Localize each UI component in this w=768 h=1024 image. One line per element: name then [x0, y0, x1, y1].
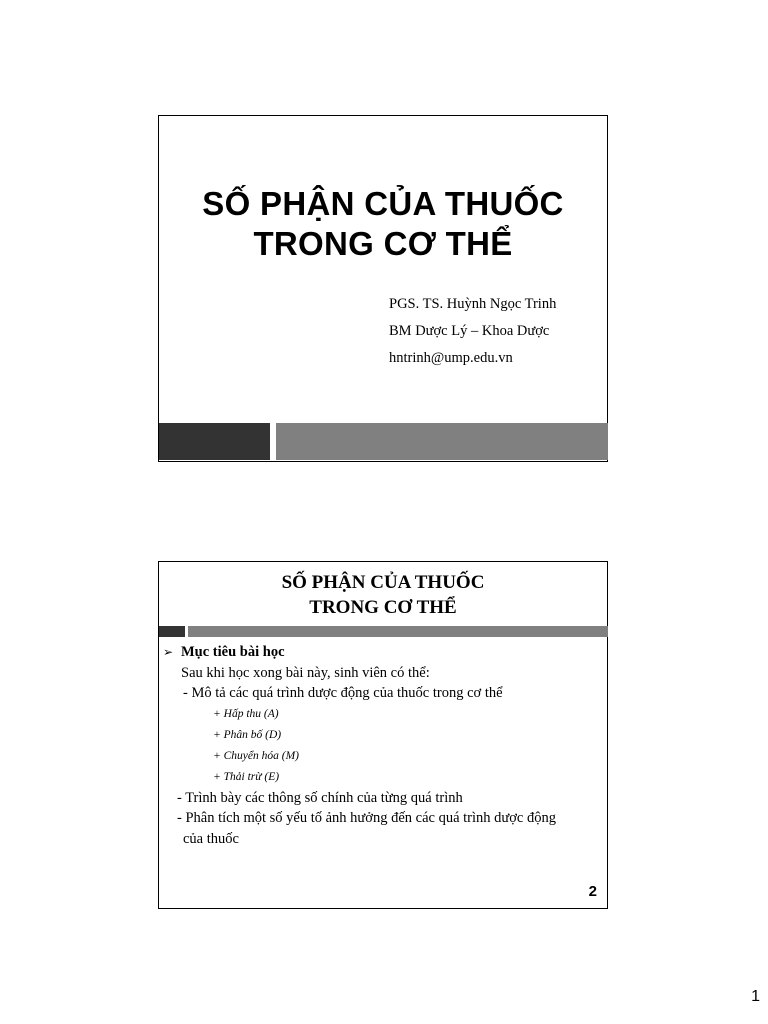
- footer-bar-dark: [159, 423, 270, 460]
- slide-1: [158, 115, 608, 462]
- objectives-heading: [163, 642, 603, 663]
- arrow-bullet-icon: ➢: [163, 645, 174, 659]
- sub-item-distribution: + Phân bố (D): [213, 728, 282, 741]
- sub-item-absorption: + Hấp thu (A): [213, 707, 279, 720]
- author-name: PGS. TS. Huỳnh Ngọc Trinh: [389, 296, 557, 312]
- sub-item-metabolism: + Chuyển hóa (M): [213, 749, 300, 762]
- slide-2-title: [159, 570, 607, 620]
- slide-2-body: [163, 642, 603, 849]
- objectives-heading-text: Mục tiêu bài học: [181, 644, 285, 660]
- slide-2: [158, 561, 608, 909]
- objective-item-3-line-2: của thuốc: [183, 830, 239, 847]
- footer-bar-gray: [276, 423, 608, 460]
- header-bar-dark: [159, 626, 185, 637]
- author-email: hntrinh@ump.edu.vn: [389, 350, 513, 366]
- slide-2-title-line-1: SỐ PHẬN CỦA THUỐC: [281, 572, 485, 593]
- slide-1-title-line-2: TRONG CƠ THỂ: [253, 225, 513, 262]
- author-block: [389, 291, 556, 372]
- objective-item-2: - Trình bày các thông số chính của từng quá trình: [177, 789, 463, 806]
- slide-1-title: [159, 184, 607, 264]
- sub-item-excretion: + Thải trừ (E): [213, 770, 280, 783]
- slide-2-title-line-2: TRONG CƠ THỂ: [309, 597, 457, 618]
- objective-item-3-line-1: - Phân tích một số yếu tố ảnh hưởng đến các quá trình dược động: [177, 810, 556, 826]
- slide-number: 2: [588, 883, 597, 900]
- objective-item-1: - Mô tả các quá trình dược động của thuốc trong cơ thể: [183, 685, 503, 701]
- slide-1-title-line-1: SỐ PHẬN CỦA THUỐC: [202, 185, 564, 222]
- objective-item-3: [163, 808, 603, 849]
- objectives-intro: Sau khi học xong bài này, sinh viên có thể:: [181, 664, 430, 681]
- header-bar-gray: [188, 626, 608, 637]
- page-number: 1: [751, 988, 760, 1005]
- author-department: BM Dược Lý – Khoa Dược: [389, 323, 550, 339]
